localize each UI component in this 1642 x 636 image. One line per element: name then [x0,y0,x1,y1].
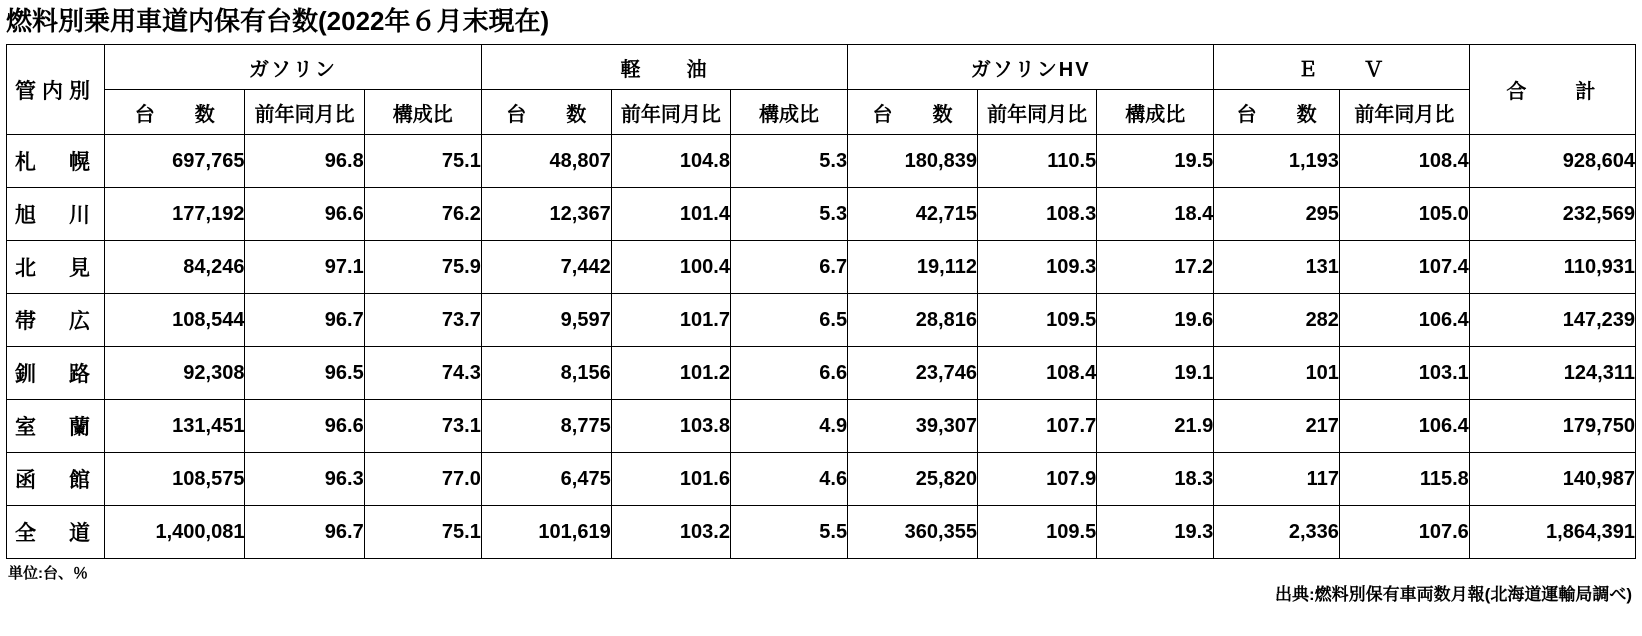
table-cell: 77.0 [364,453,481,506]
table-footer [6,562,1636,604]
table-cell: 100.4 [611,241,730,294]
table-cell: 101,619 [481,506,611,559]
table-row [7,453,1636,506]
table-cell: 5.5 [730,506,847,559]
table-cell: 73.1 [364,400,481,453]
table-body [7,135,1636,559]
table-cell: 110.5 [977,135,1096,188]
subheader-gasoline-share: 構成比 [364,90,481,135]
group-header-gasoline-hv: ガソリンHV [848,45,1214,90]
page-title: 燃料別乗用車道内保有台数(2022年６月末現在) [6,6,550,36]
table-row [7,294,1636,347]
table-cell: 107.6 [1339,506,1469,559]
header-total: 合 計 [1469,45,1635,135]
table-cell: 96.8 [245,135,364,188]
table-cell: 28,816 [848,294,978,347]
table-cell: 108.4 [977,347,1096,400]
table-cell: 21.9 [1097,400,1214,453]
table-cell: 4.6 [730,453,847,506]
table-cell: 147,239 [1469,294,1635,347]
table-cell: 115.8 [1339,453,1469,506]
subheader-diesel-yoy: 前年同月比 [611,90,730,135]
table-cell: 75.1 [364,506,481,559]
table-cell: 101.2 [611,347,730,400]
table-cell: 5.3 [730,188,847,241]
table-cell: 19.3 [1097,506,1214,559]
table-cell: 17.2 [1097,241,1214,294]
table-cell: 131 [1214,241,1340,294]
table-row [7,400,1636,453]
table-cell: 96.6 [245,188,364,241]
subheader-ev-count: 台 数 [1214,90,1340,135]
row-label: 札 幌 [7,135,105,188]
subheader-hv-yoy: 前年同月比 [977,90,1096,135]
table-cell: 1,400,081 [104,506,245,559]
table-cell: 6.6 [730,347,847,400]
table-cell: 101 [1214,347,1340,400]
table-cell: 6,475 [481,453,611,506]
group-header-ev: Ｅ Ｖ [1214,45,1470,90]
table-cell: 76.2 [364,188,481,241]
row-label: 旭 川 [7,188,105,241]
table-cell: 109.5 [977,506,1096,559]
table-cell: 18.4 [1097,188,1214,241]
subheader-diesel-count: 台 数 [481,90,611,135]
table-cell: 18.3 [1097,453,1214,506]
group-header-gasoline: ガソリン [104,45,481,90]
table-cell: 23,746 [848,347,978,400]
table-cell: 12,367 [481,188,611,241]
group-header-diesel: 軽 油 [481,45,847,90]
table-cell: 103.8 [611,400,730,453]
subheader-gasoline-yoy: 前年同月比 [245,90,364,135]
table-cell: 84,246 [104,241,245,294]
table-cell: 106.4 [1339,400,1469,453]
table-cell: 5.3 [730,135,847,188]
table-cell: 8,775 [481,400,611,453]
table-cell: 108.4 [1339,135,1469,188]
table-cell: 106.4 [1339,294,1469,347]
table-cell: 19.6 [1097,294,1214,347]
table-cell: 107.7 [977,400,1096,453]
table-cell: 9,597 [481,294,611,347]
table-cell: 19,112 [848,241,978,294]
table-cell: 42,715 [848,188,978,241]
table-cell: 19.5 [1097,135,1214,188]
table-row [7,347,1636,400]
footer-source-note: 出典:燃料別保有車両数月報(北海道運輸局調べ) [1275,585,1632,604]
table-cell: 103.2 [611,506,730,559]
table-header [7,45,1636,135]
table-cell: 108,575 [104,453,245,506]
table-cell: 295 [1214,188,1340,241]
table-cell: 75.9 [364,241,481,294]
table-cell: 117 [1214,453,1340,506]
row-label: 室 蘭 [7,400,105,453]
table-row [7,135,1636,188]
table-sub-header-row [7,90,1636,135]
table-cell: 7,442 [481,241,611,294]
table-cell: 8,156 [481,347,611,400]
vehicle-stats-table [6,44,1636,559]
row-label: 函 館 [7,453,105,506]
subheader-diesel-share: 構成比 [730,90,847,135]
table-cell: 19.1 [1097,347,1214,400]
table-cell: 697,765 [104,135,245,188]
row-label: 釧 路 [7,347,105,400]
table-row [7,241,1636,294]
table-cell: 96.3 [245,453,364,506]
table-cell: 109.5 [977,294,1096,347]
footer-unit-note: 単位:台、％ [8,565,88,582]
table-cell: 179,750 [1469,400,1635,453]
table-cell: 1,193 [1214,135,1340,188]
table-cell: 101.6 [611,453,730,506]
table-cell: 97.1 [245,241,364,294]
table-cell: 108,544 [104,294,245,347]
table-cell: 124,311 [1469,347,1635,400]
table-cell: 101.4 [611,188,730,241]
table-cell: 4.9 [730,400,847,453]
table-cell: 73.7 [364,294,481,347]
table-cell: 75.1 [364,135,481,188]
table-cell: 6.7 [730,241,847,294]
table-cell: 131,451 [104,400,245,453]
table-cell: 108.3 [977,188,1096,241]
table-cell: 110,931 [1469,241,1635,294]
table-cell: 2,336 [1214,506,1340,559]
subheader-hv-count: 台 数 [848,90,978,135]
table-cell: 107.9 [977,453,1096,506]
table-row [7,506,1636,559]
table-cell: 180,839 [848,135,978,188]
table-cell: 928,604 [1469,135,1635,188]
table-cell: 105.0 [1339,188,1469,241]
table-cell: 104.8 [611,135,730,188]
table-cell: 48,807 [481,135,611,188]
table-cell: 25,820 [848,453,978,506]
table-cell: 96.7 [245,294,364,347]
header-corner-label: 管内別 [7,45,105,135]
table-cell: 103.1 [1339,347,1469,400]
table-cell: 107.4 [1339,241,1469,294]
table-cell: 6.5 [730,294,847,347]
row-label: 全 道 [7,506,105,559]
table-cell: 282 [1214,294,1340,347]
subheader-gasoline-count: 台 数 [104,90,245,135]
table-cell: 217 [1214,400,1340,453]
table-cell: 96.6 [245,400,364,453]
subheader-ev-yoy: 前年同月比 [1339,90,1469,135]
table-group-header-row [7,45,1636,90]
table-cell: 140,987 [1469,453,1635,506]
row-label: 北 見 [7,241,105,294]
table-cell: 177,192 [104,188,245,241]
row-label: 帯 広 [7,294,105,347]
table-cell: 232,569 [1469,188,1635,241]
table-cell: 96.7 [245,506,364,559]
table-cell: 101.7 [611,294,730,347]
table-cell: 92,308 [104,347,245,400]
table-cell: 1,864,391 [1469,506,1635,559]
table-cell: 109.3 [977,241,1096,294]
table-row [7,188,1636,241]
table-cell: 96.5 [245,347,364,400]
table-cell: 39,307 [848,400,978,453]
table-cell: 74.3 [364,347,481,400]
table-cell: 360,355 [848,506,978,559]
subheader-hv-share: 構成比 [1097,90,1214,135]
